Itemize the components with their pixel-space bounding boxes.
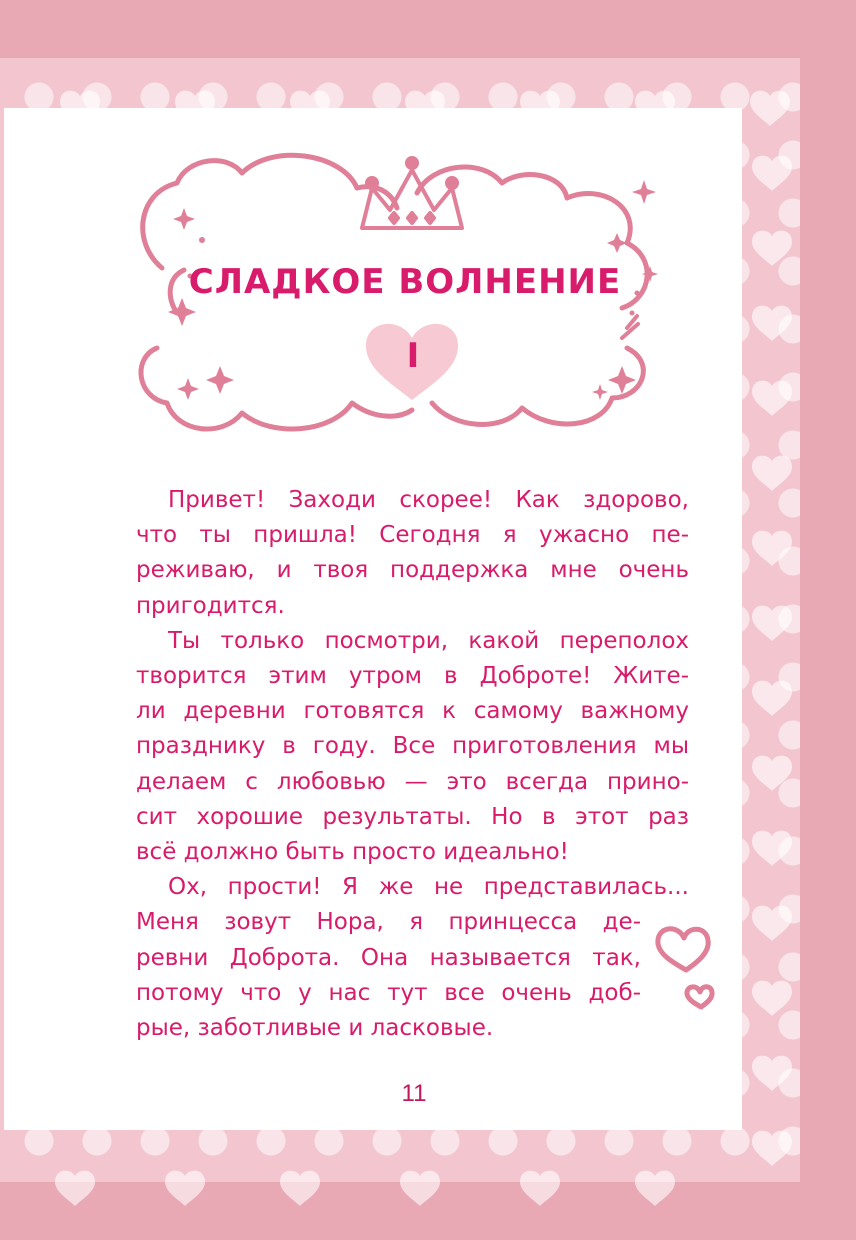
paragraph bbox=[136, 624, 689, 870]
paragraph bbox=[136, 483, 689, 624]
text-line: реживаю, и твоя поддержка мне очень bbox=[136, 557, 689, 584]
text-line: делаем с любовью — это всегда прино- bbox=[136, 768, 689, 795]
text-line: Ох, прости! Я же не представилась... bbox=[168, 874, 689, 901]
text-line: сит хорошие результаты. Но в этот раз bbox=[136, 803, 689, 830]
text-line: всё должно быть просто идеально! bbox=[136, 839, 569, 866]
outline-hearts-decoration bbox=[650, 920, 730, 1020]
page-number: 11 bbox=[401, 1080, 427, 1107]
text-line: Меня зовут Нора, я принцесса де- bbox=[136, 909, 641, 936]
chapter-text bbox=[136, 483, 689, 1046]
text-line: празднику в году. Все приготовления мы bbox=[136, 733, 689, 760]
text-line: ревни Доброта. Она называется так, bbox=[136, 944, 641, 971]
heart-icon bbox=[687, 987, 712, 1007]
text-line: что ты пришла! Сегодня я ужасно пе- bbox=[136, 522, 689, 549]
chapter-title: СЛАДКОЕ ВОЛНЕНИЕ bbox=[188, 262, 622, 302]
text-line: Привет! Заходи скорее! Как здорово, bbox=[168, 487, 689, 513]
paragraph bbox=[136, 870, 689, 1046]
text-line: потому что у нас тут все очень доб- bbox=[136, 979, 641, 1006]
heart-icon bbox=[658, 929, 708, 970]
text-line: Ты только посмотри, какой переполох bbox=[168, 627, 689, 654]
text-line: творится этим утром в Доброте! Жите- bbox=[136, 663, 689, 690]
text-line: пригодится. bbox=[136, 592, 285, 619]
text-line: ли деревни готовятся к самому важному bbox=[136, 698, 689, 725]
text-line: рые, заботливые и ласковые. bbox=[136, 1015, 494, 1042]
chapter-number: I bbox=[406, 336, 420, 376]
